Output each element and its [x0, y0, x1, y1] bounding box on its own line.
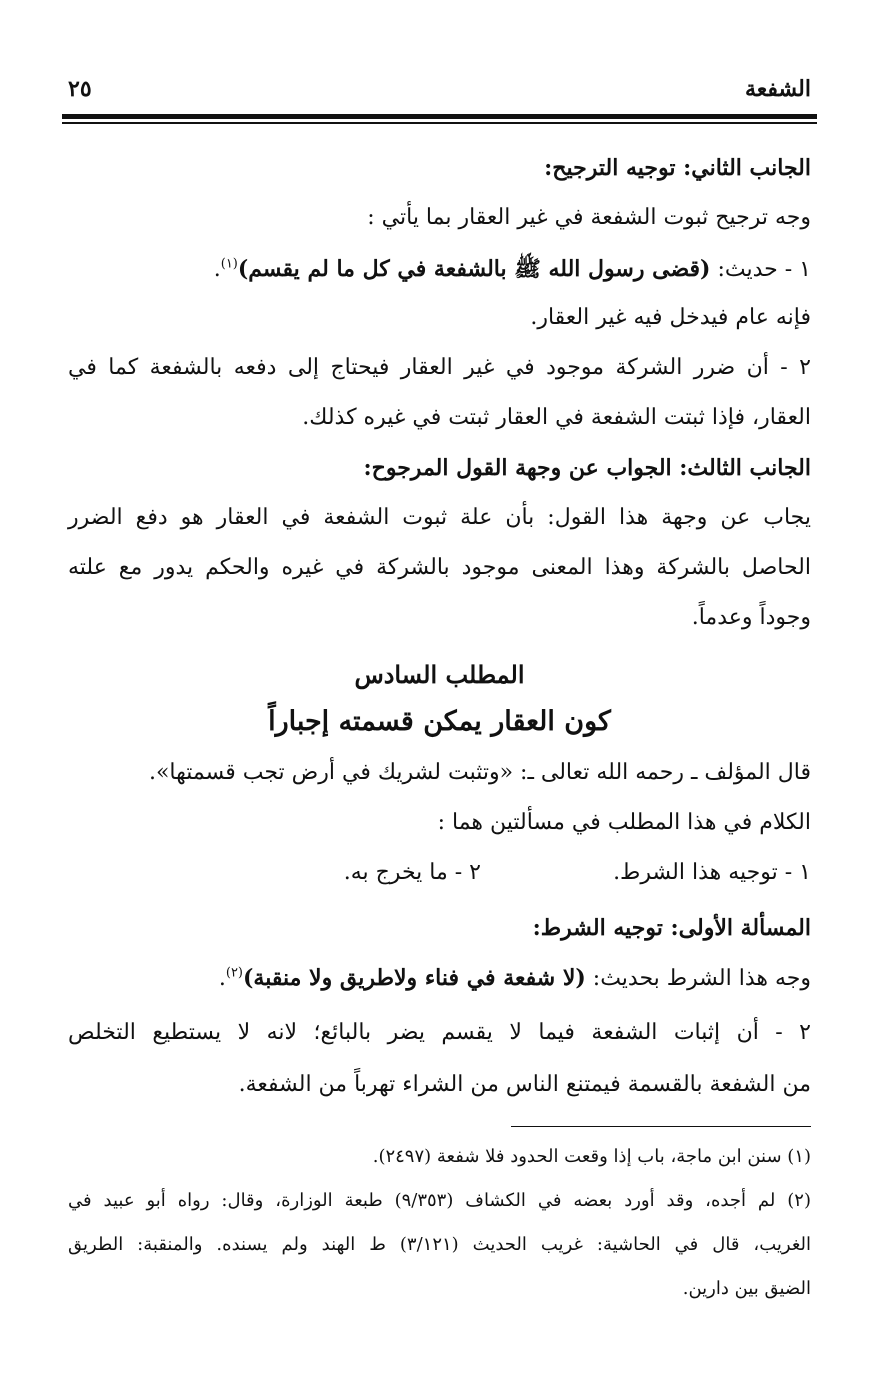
- chapter-subheading: المطلب السادس: [354, 660, 525, 689]
- paragraph-line: ٢ - أن إثبات الشفعة فيما لا يقسم يضر بالبائع؛ لانه لا يستطيع التخلص: [68, 1020, 811, 1045]
- page-number: ٢٥: [68, 76, 92, 102]
- paragraph-line: ٢ - أن ضرر الشركة موجود في غير العقار فيحتاج إلى دفعه بالشفعة كما في: [68, 355, 811, 380]
- hadith-line-1: [68, 255, 811, 287]
- paragraph-line: وجوداً وعدماً.: [691, 605, 811, 630]
- item-prefix: ١ - حديث:: [710, 257, 811, 282]
- footnote-1: (١) سنن ابن ماجة، باب إذا وقعت الحدود فلا شفعة (٢٤٩٧).: [372, 1146, 811, 1167]
- paragraph-line: الكلام في هذا المطلب في مسألتين هما :: [437, 810, 811, 835]
- running-header-title: الشفعة: [745, 76, 811, 102]
- paragraph-line: فإنه عام فيدخل فيه غير العقار.: [530, 305, 811, 330]
- hadith-line-2: [68, 965, 811, 991]
- paragraph-line: وجه ترجيح ثبوت الشفعة في غير العقار بما يأتي :: [367, 205, 811, 230]
- paragraph-line: من الشفعة بالقسمة فيمتنع الناس من الشراء تهرباً من الشفعة.: [238, 1072, 811, 1097]
- footnote-separator: [511, 1126, 811, 1127]
- paragraph-line: الحاصل بالشركة وهذا المعنى موجود بالشركة في غيره والحكم يدور مع علته: [68, 555, 811, 580]
- footnote-2-line-3: الضيق بين دارين.: [682, 1278, 811, 1299]
- period: .: [218, 966, 226, 991]
- paragraph-line: العقار، فإذا ثبتت الشفعة في العقار ثبتت في غيره كذلك.: [302, 405, 811, 430]
- section-heading-third-aspect: الجانب الثالث: الجواب عن وجهة القول المرجوح:: [363, 455, 811, 481]
- footnote-ref-1: (١): [220, 256, 238, 272]
- footnote-ref-2: (٢): [225, 965, 243, 981]
- section-heading-second-aspect: الجانب الثاني: توجيه الترجيح:: [544, 155, 811, 181]
- item-1: ١ - توجيه هذا الشرط.: [613, 860, 811, 885]
- header-rule-thick: [62, 114, 817, 119]
- item-2: ٢ - ما يخرج به.: [343, 860, 481, 885]
- paragraph-line: قال المؤلف ـ رحمه الله تعالى ـ: «وتثبت لشريك في أرض تجب قسمتها».: [148, 760, 811, 785]
- header-rule-thin: [62, 122, 817, 124]
- sentence-prefix: وجه هذا الشرط بحديث:: [585, 966, 811, 991]
- paragraph-line: يجاب عن وجهة هذا القول: بأن علة ثبوت الشفعة في العقار هو دفع الضرر: [68, 505, 811, 530]
- hadith-quote: (لا شفعة في فناء ولاطريق ولا منقبة): [243, 965, 586, 991]
- chapter-title: كون العقار يمكن قسمته إجباراً: [268, 706, 611, 737]
- footnote-2-line-2: الغريب، قال في الحاشية: غريب الحديث (٣/١٢١) ط الهند ولم يسنده. والمنقبة: الطريق: [68, 1234, 812, 1255]
- period: .: [213, 257, 221, 282]
- hadith-quote: (قضى رسول الله ﷺ بالشفعة في كل ما لم يقسم): [237, 256, 711, 282]
- footnote-2-line-1: (٢) لم أجده، وقد أورد بعضه في الكشاف (٩/٣٥٣) طبعة الوزارة، وقال: رواه أبو عبيد في: [68, 1190, 811, 1211]
- section-heading-first-issue: المسألة الأولى: توجيه الشرط:: [532, 915, 811, 941]
